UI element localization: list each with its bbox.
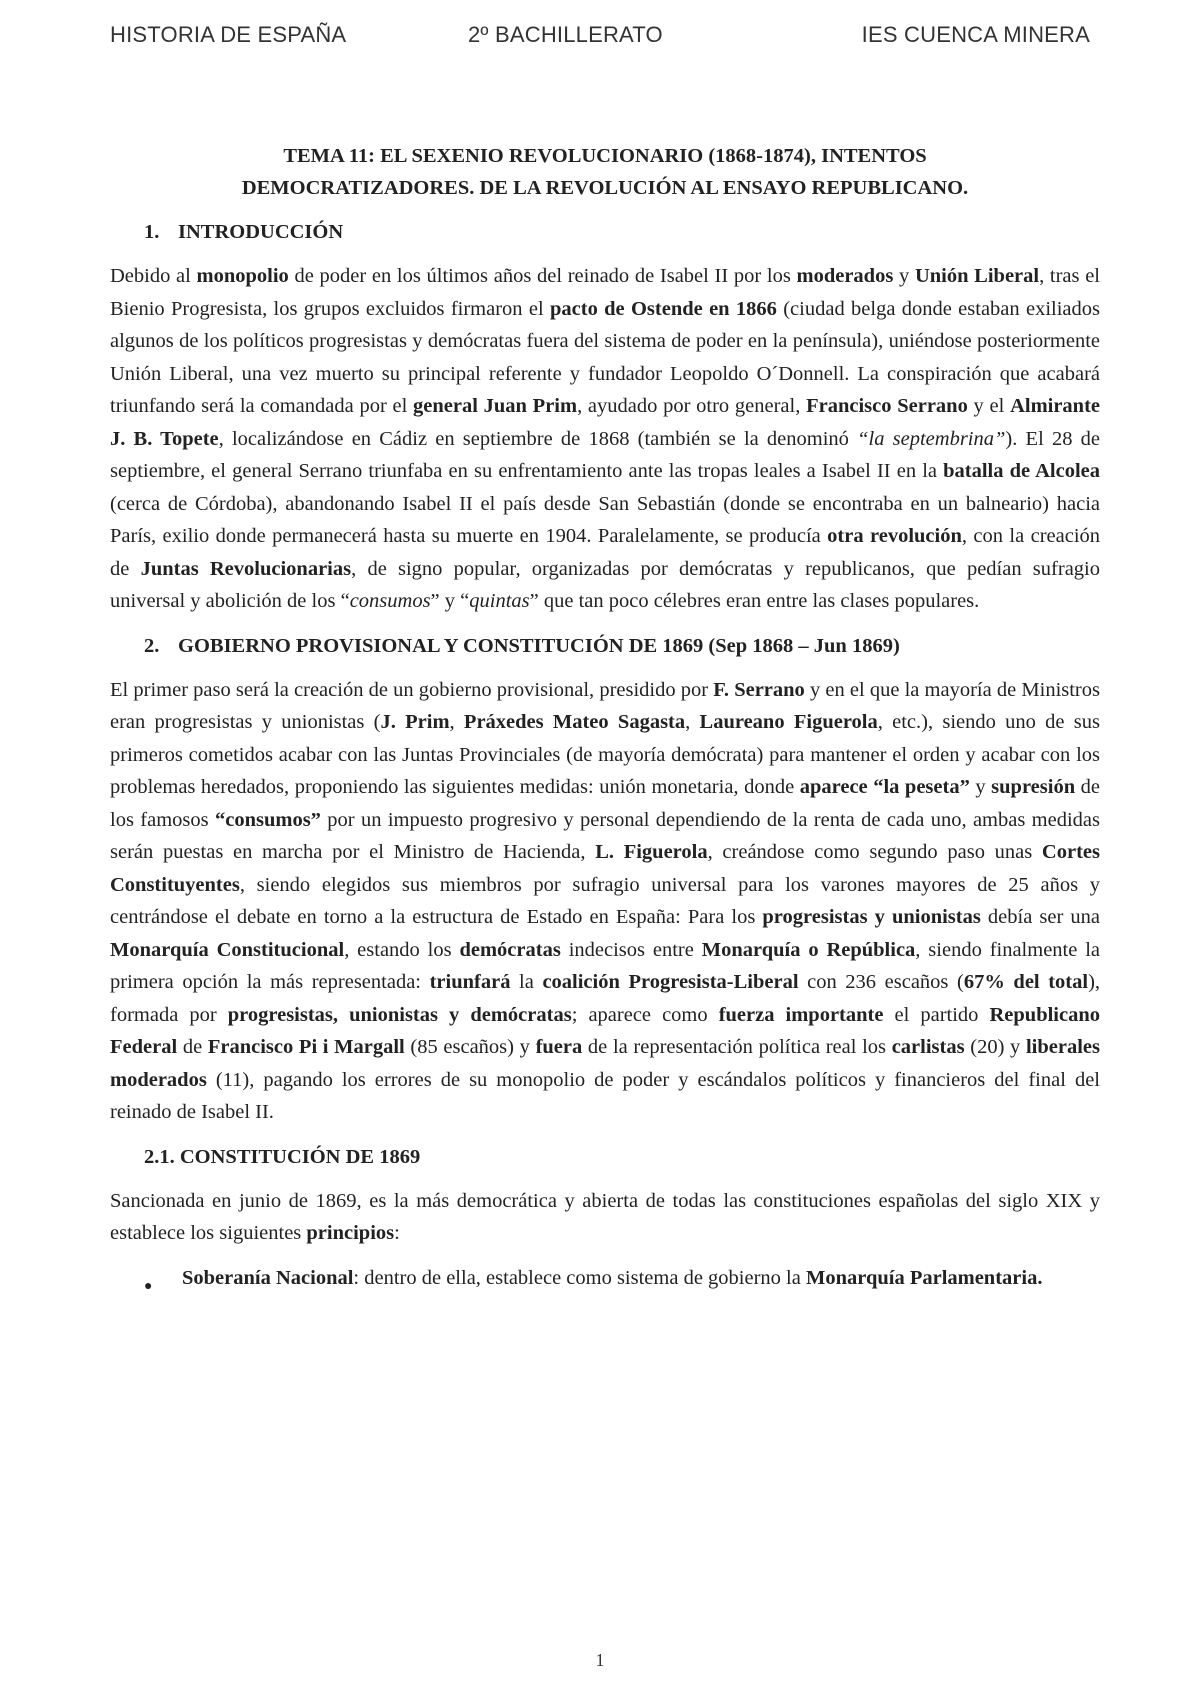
text-run: : dentro de ella, establece como sistema de gobierno la <box>353 1266 806 1289</box>
text-run: Debido al <box>110 265 197 287</box>
text-run: debía ser una <box>980 906 1100 928</box>
section-1-heading <box>110 216 1100 248</box>
italic-text-run: “la septembrina” <box>857 427 1006 450</box>
bold-text-run: general Juan Prim <box>413 395 578 417</box>
bold-text-run: Almirante J. B. Topete <box>110 395 1101 450</box>
bullet-icon: ● <box>144 1278 153 1294</box>
text-run: el partido <box>883 1003 990 1026</box>
text-run: de <box>177 1036 208 1058</box>
text-run: y <box>969 776 992 798</box>
bold-text-run: Francisco Serrano <box>806 395 968 417</box>
bold-text-run: carlistas <box>891 1036 965 1058</box>
text-run: , estando los <box>344 938 460 961</box>
bold-text-run: otra revolución <box>827 525 962 547</box>
bold-text-run: fuerza importante <box>718 1003 884 1026</box>
bold-text-run: fuera <box>535 1036 583 1058</box>
bold-text-run: coalición Progresista-Liberal <box>542 971 799 993</box>
bold-text-run: batalla de Alcolea <box>943 460 1100 482</box>
bold-text-run: Monarquía Parlamentaria. <box>805 1266 1043 1289</box>
document-body <box>110 140 1100 1294</box>
bold-text-run: principios <box>306 1222 395 1244</box>
text-run: ” que tan poco célebres eran entre las clases populares. <box>529 590 980 612</box>
text-run: (ciudad belga donde estaban exiliados algunos de los políticos progresistas y demócratas fuera del sistema de poder en la península), uniéndose posteriormente Unión Liberal, una vez muerto su principal referente y fundador Leopoldo O´Donnell. La conspiración que acabará triunfando será la comandada por el <box>110 297 1100 417</box>
text-run: , siendo elegidos sus miembros por sufragio universal para los varones mayores de 25 años y centrándose el debate en torno a la estructura de Estado en España: Para los <box>110 873 1100 928</box>
bold-text-run: Monarquía o República <box>701 938 916 961</box>
bold-text-run: Monarquía Constitucional <box>110 938 345 961</box>
text-run: de la representación política real los <box>582 1036 892 1058</box>
text-run: ). El 28 de septiembre, el general Serrano triunfaba en su enfrentamiento ante las tropas leales a Isabel II en la <box>110 427 1100 482</box>
text-run: indecisos entre <box>560 938 702 961</box>
text-run: (20) y <box>964 1036 1026 1058</box>
italic-text-run: consumos <box>349 590 431 612</box>
text-run: y en el que la mayoría de Ministros eran progresistas y unionistas ( <box>110 678 1100 733</box>
text-run: ), formada por <box>110 971 1101 1026</box>
text-run: de poder en los últimos años del reinado de Isabel II por los <box>288 265 797 287</box>
text-run: (cerca de Córdoba), abandonando Isabel II el país desde San Sebastián (donde se encontraba en un balneario) hacia París, exilio donde permanecerá hasta su muerte en 1904. Paralelamente, se producía <box>110 492 1100 547</box>
title-line-2: DEMOCRATIZADORES. DE LA REVOLUCIÓN AL ENSAYO REPUBLICANO. <box>241 177 969 199</box>
principle-text <box>182 1267 1042 1289</box>
title-line-1: TEMA 11: EL SEXENIO REVOLUCIONARIO (1868-1874), INTENTOS <box>283 145 927 167</box>
bold-text-run: J. Prim <box>380 711 450 733</box>
header-subject: HISTORIA DE ESPAÑA <box>110 22 347 47</box>
principle-item <box>110 1262 1100 1295</box>
bold-text-run: Cortes Constituyentes <box>110 841 1100 896</box>
section-2-title: GOBIERNO PROVISIONAL Y CONSTITUCIÓN DE 1869 (Sep 1868 – Jun 1869) <box>178 634 900 657</box>
section-2-1-paragraph <box>110 1185 1100 1250</box>
section-1-title: INTRODUCCIÓN <box>178 221 344 243</box>
text-run: , <box>685 711 700 733</box>
italic-text-run: quintas <box>469 590 530 612</box>
text-run: , de signo popular, organizadas por demócratas y republicanos, que pedían sufragio universal y abolición de los “ <box>110 557 1100 612</box>
document-title <box>110 140 1100 204</box>
text-run: , <box>449 711 464 733</box>
text-run: : <box>394 1222 400 1244</box>
bold-text-run: triunfará <box>429 971 511 993</box>
bold-text-run: progresistas, unionistas y demócratas <box>227 1003 572 1026</box>
bold-text-run: pacto de Ostende en 1866 <box>550 297 777 320</box>
section-2-heading <box>110 630 1100 662</box>
bold-text-run: moderados <box>796 265 894 287</box>
bold-text-run: L. Figuerola <box>595 841 708 863</box>
bold-text-run: “consumos” <box>214 808 321 831</box>
bold-text-run: monopolio <box>196 265 289 287</box>
text-run: , siendo finalmente la primera opción la más representada: <box>110 938 1101 993</box>
section-1-paragraph <box>110 260 1100 618</box>
header-course: 2º BACHILLERATO <box>468 22 663 47</box>
principles-list <box>110 1262 1100 1295</box>
bold-text-run: supresión <box>991 776 1076 798</box>
text-run: y el <box>967 395 1011 417</box>
bold-text-run: liberales moderados <box>110 1036 1100 1091</box>
bold-text-run: 67% del total <box>963 971 1089 993</box>
text-run: , localizándose en Cádiz en septiembre de 1868 (también se la denominó <box>218 427 858 450</box>
text-run: y <box>893 265 915 287</box>
bold-text-run: progresistas y unionistas <box>762 906 981 928</box>
text-run: (11), pagando los errores de su monopolio de poder y escándalos políticos y financieros del final del reinado de Isabel II. <box>110 1068 1100 1123</box>
text-run: , tras el Bienio Progresista, los grupos excluidos firmaron el <box>110 265 1100 320</box>
text-run: , ayudado por otro general, <box>577 395 807 417</box>
section-2-number: 2. <box>144 634 160 657</box>
bold-text-run: Laureano Figuerola <box>699 711 878 733</box>
section-1-number: 1. <box>144 221 160 243</box>
text-run: la <box>510 971 543 993</box>
bold-text-run: Juntas Revolucionarias <box>140 557 352 580</box>
bold-text-run: aparece “la peseta” <box>799 776 970 798</box>
page-number: 1 <box>595 1650 605 1670</box>
text-run: Sancionada en junio de 1869, es la más democrática y abierta de todas las constituciones españolas del siglo XIX y establece los siguientes <box>110 1189 1100 1244</box>
text-run: ; aparece como <box>571 1003 719 1026</box>
bold-text-run: demócratas <box>459 938 561 961</box>
section-2-1-heading: 2.1. CONSTITUCIÓN DE 1869 <box>144 1145 421 1168</box>
text-run: ” y “ <box>430 590 470 612</box>
text-run: , etc.), siendo uno de sus primeros cometidos acabar con las Juntas Provinciales (de mayoría demócrata) para mantener el orden y acabar con los problemas heredados, proponiendo las siguientes medidas: unión monetaria, donde <box>110 711 1100 798</box>
text-run: por un impuesto progresivo y personal dependiendo de la renta de cada uno, ambas medidas serán puestas en marcha por el Ministro de Hacienda, <box>110 808 1101 863</box>
bold-text-run: Francisco Pi i Margall <box>207 1036 405 1058</box>
section-2-paragraph <box>110 674 1100 1129</box>
text-run: , creándose como segundo paso unas <box>707 841 1042 863</box>
bold-text-run: Práxedes Mateo Sagasta <box>463 711 686 733</box>
bold-text-run: Republicano Federal <box>110 1003 1100 1058</box>
text-run: , con la creación de <box>110 525 1101 580</box>
text-run: de los famosos <box>110 776 1100 831</box>
header-school: IES CUENCA MINERA <box>861 22 1090 47</box>
bold-text-run: Unión Liberal <box>914 265 1040 287</box>
bold-text-run: Soberanía Nacional <box>182 1266 354 1289</box>
text-run: El primer paso será la creación de un gobierno provisional, presidido por <box>110 678 714 701</box>
text-run: (85 escaños) y <box>404 1036 536 1058</box>
page-header <box>110 22 1090 52</box>
bold-text-run: F. Serrano <box>713 678 805 701</box>
text-run: con 236 escaños ( <box>798 971 964 993</box>
